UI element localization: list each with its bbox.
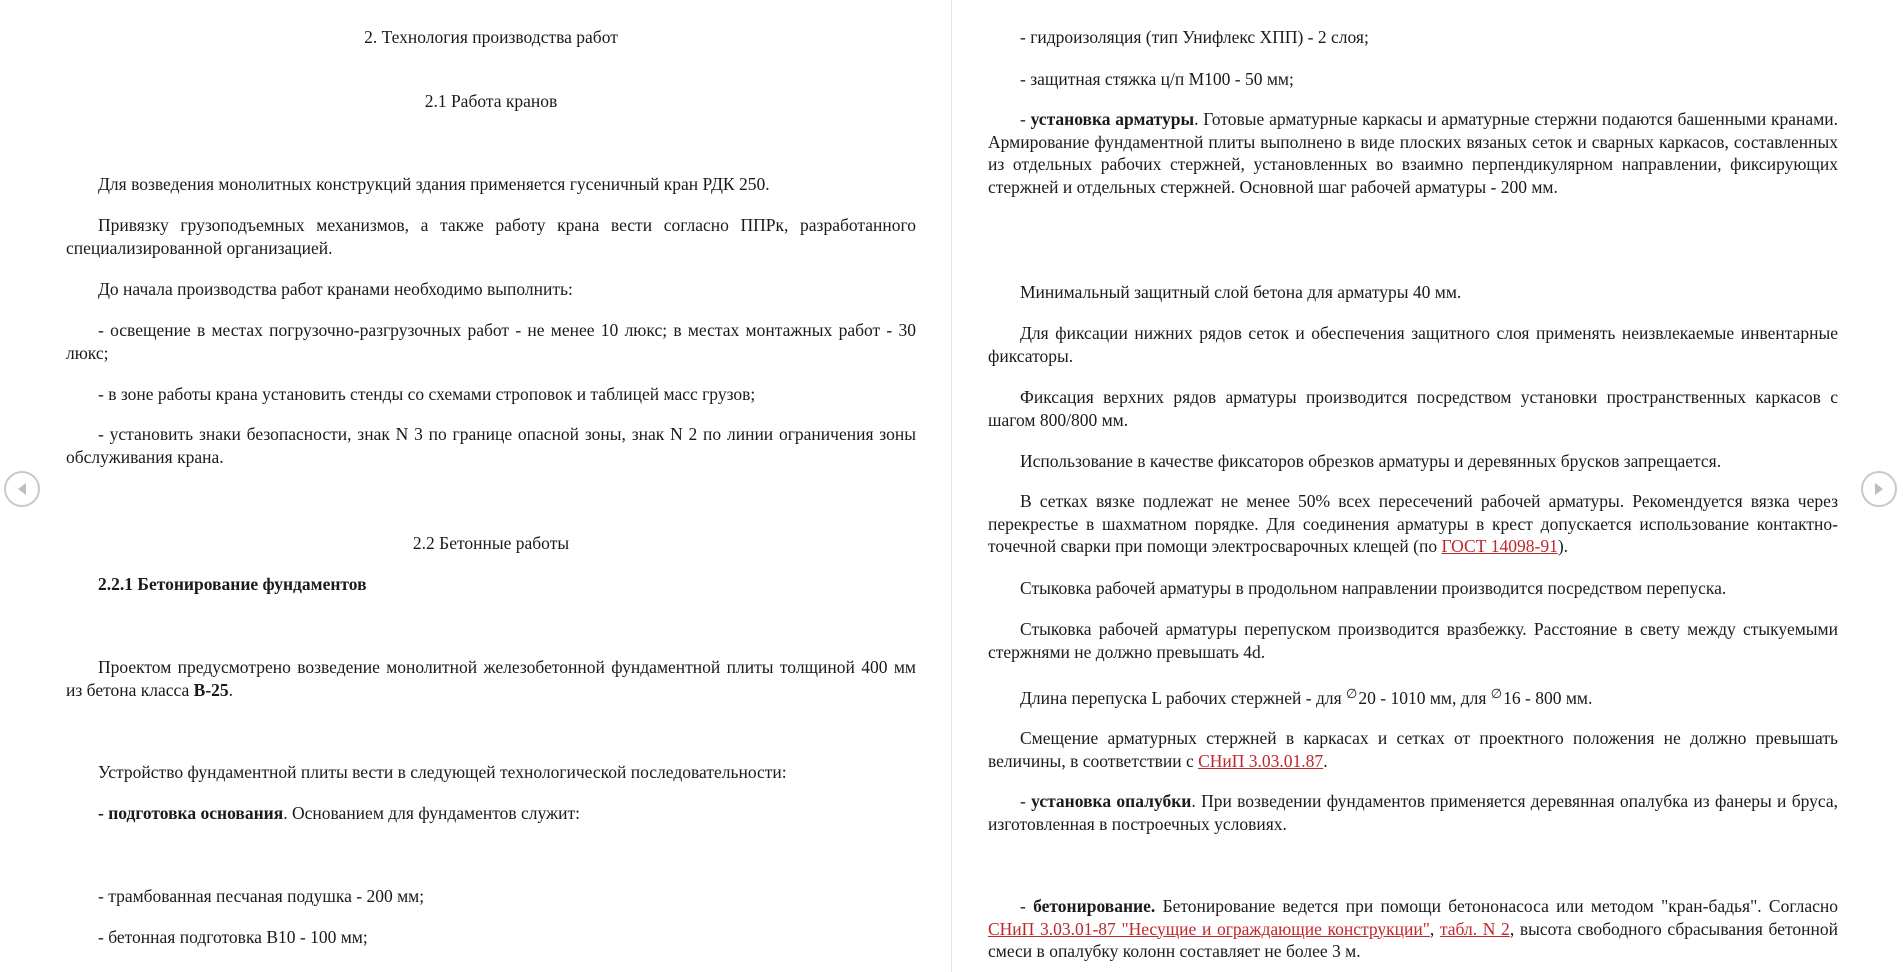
crane-heading: 2.1 Работа кранов xyxy=(424,91,558,111)
crane-list-item: - установить знаки безопасности, знак N 3 по границе опасной зоны, знак N 2 по линии ограничения зоны обслуживания крана. xyxy=(66,424,916,467)
right-page xyxy=(988,0,1838,972)
concreting-paragraph: - бетонирование. Бетонирование ведется при помощи бетононасоса или методом "кран-бадья". Согласно СНиП 3.03.01-87 "Несущие и ограждающие конструкции", табл. N 2, высота свободного сбрасывания бетонной смеси в опалубку колонн составляет не более 3 м. xyxy=(988,896,1838,961)
concrete-heading: 2.2 Бетонные работы xyxy=(412,533,570,553)
left-page xyxy=(66,0,916,972)
chevron-left-icon xyxy=(15,481,29,497)
page-divider xyxy=(951,0,952,972)
foundation-paragraph-1: Проектом предусмотрено возведение монолитной железобетонной фундаментной плиты толщиной 400 мм из бетона класса В-25. xyxy=(66,657,916,700)
fixation-paragraph-2: Фиксация верхних рядов арматуры производится посредством установки пространственных каркасов с шагом 800/800 мм. xyxy=(988,387,1838,430)
base-list-item: - трамбованная песчаная подушка - 200 мм; xyxy=(98,886,425,906)
foundation-paragraph-2: Устройство фундаментной плиты вести в следующей технологической последовательности: xyxy=(98,762,787,782)
layer-list-item: - защитная стяжка ц/п М100 - 50 мм; xyxy=(1020,69,1294,89)
shift-paragraph: Смещение арматурных стержней в каркасах и сетках от проектного положения не должно превышать величины, в соответствии с СНиП 3.03.01.87. xyxy=(988,728,1838,771)
lap-length-paragraph: Длина перепуска L рабочих стержней - для ∅20 - 1010 мм, для ∅16 - 800 мм. xyxy=(1020,686,1593,708)
cover-paragraph: Минимальный защитный слой бетона для арматуры 40 мм. xyxy=(1020,282,1462,302)
base-preparation: - подготовка основания. Основанием для фундаментов служит: xyxy=(98,803,581,823)
next-page-button[interactable] xyxy=(1861,471,1897,507)
rebar-installation: - установка арматуры. Готовые арматурные каркасы и арматурные стержни подаются башенными кранами. Армирование фундаментной плиты выполнено в виде плоских вязаных сеток и сварных каркасов, составленных из отдельных рабочих стержней, установленных во взаимно перпендикулярном направлении, фиксирующих стержней и отдельных стержней. Основной шаг рабочей арматуры - 200 мм. xyxy=(988,109,1839,197)
crane-list-item: - в зоне работы крана установить стенды со схемами строповок и таблицей масс грузов; xyxy=(98,384,756,404)
fixation-paragraph-1: Для фиксации нижних рядов сеток и обеспечения защитного слоя применять неизвлекаемые инвентарные фиксаторы. xyxy=(988,323,1838,366)
crane-paragraph-3: До начала производства работ кранами необходимо выполнить: xyxy=(98,279,573,299)
snip-structures-link[interactable]: СНиП 3.03.01-87 "Несущие и ограждающие конструкции" xyxy=(988,918,1430,939)
gost-link[interactable]: ГОСТ 14098-91 xyxy=(1441,536,1558,556)
crane-paragraph-2: Привязку грузоподъемных механизмов, а также работу крана вести согласно ППРк, разработанного специализированной организацией. xyxy=(66,215,916,258)
diameter-symbol: ∅ xyxy=(1490,686,1503,701)
foundation-heading: 2.2.1 Бетонирование фундаментов xyxy=(98,574,367,594)
layer-list-item: - гидроизоляция (тип Унифлекс ХПП) - 2 слоя; xyxy=(1020,27,1369,47)
base-list-item: - бетонная подготовка В10 - 100 мм; xyxy=(98,927,368,947)
section-title: 2. Технология производства работ xyxy=(364,27,618,47)
fixation-paragraph-3: Использование в качестве фиксаторов обрезков арматуры и деревянных брусков запрещается. xyxy=(1020,451,1722,471)
chevron-right-icon xyxy=(1872,481,1886,497)
table-2-link[interactable]: табл. N 2 xyxy=(1439,918,1510,939)
formwork-installation: - установка опалубки. При возведении фундаментов применяется деревянная опалубка из фанеры и бруса, изготовленная в построечных условиях. xyxy=(988,791,1839,834)
snip-link[interactable]: СНиП 3.03.01.87 xyxy=(1198,750,1324,771)
lap-paragraph-2: Стыковка рабочей арматуры перепуском производится вразбежку. Расстояние в свету между стыкуемыми стержнями не должно превышать 4d. xyxy=(988,619,1838,662)
tie-paragraph: В сетках вязке подлежат не менее 50% всех пересечений рабочей арматуры. Рекомендуется вязка через перекрестье в шахматном порядке. Для соединения арматуры в крест допускается использование контактно-точечной сварки при помощи электросварочных клещей (по ГОСТ 14098-91). xyxy=(988,491,1838,556)
lap-paragraph-1: Стыковка рабочей арматуры в продольном направлении производится посредством перепуска. xyxy=(1020,578,1727,598)
crane-list-item: - освещение в местах погрузочно-разгрузочных работ - не менее 10 люкс; в местах монтажных работ - 30 люкс; xyxy=(66,320,916,363)
crane-paragraph-1: Для возведения монолитных конструкций здания применяется гусеничный кран РДК 250. xyxy=(98,174,770,194)
previous-page-button[interactable] xyxy=(4,471,40,507)
diameter-symbol: ∅ xyxy=(1346,686,1358,701)
